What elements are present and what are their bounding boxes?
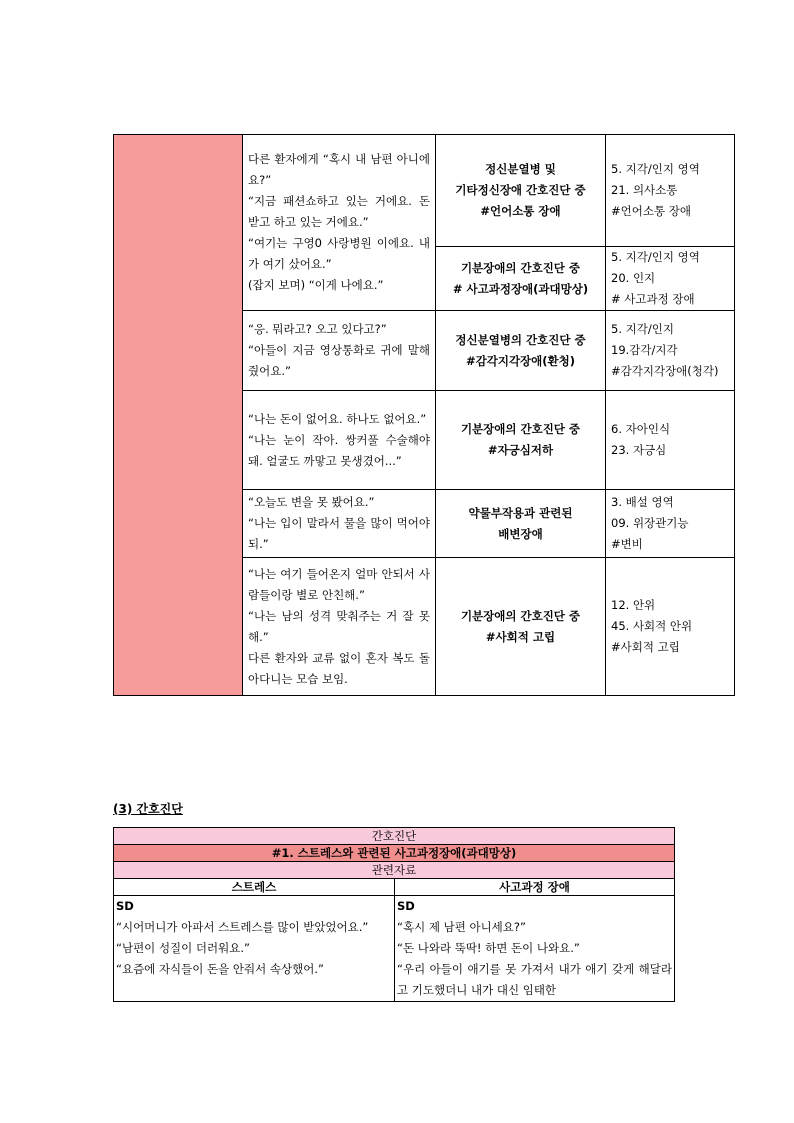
column-header-thought-process: 사고과정 장애 xyxy=(395,879,675,896)
quote-cell: “나는 돈이 없어요. 하나도 없어요.” “나는 눈이 작아. 쌍커풀 수술해야 돼. 얼굴도 까맣고 못생겼어...” xyxy=(243,391,436,490)
table-row xyxy=(114,828,675,845)
diagnosis-cell: 기분장애의 간호진단 중 #자긍심저하 xyxy=(436,391,606,490)
diagnosis-title: #1. 스트레스와 관련된 사고과정장애(과대망상) xyxy=(114,845,675,862)
table-row xyxy=(114,845,675,862)
assessment-table xyxy=(113,134,735,696)
code-cell: 3. 배설 영역 09. 위장관기능 #변비 xyxy=(606,490,735,558)
quote-cell: “오늘도 변을 못 봤어요.” “나는 입이 말라서 물을 많이 먹어야되.” xyxy=(243,490,436,558)
diagnosis-cell: 기분장애의 간호진단 중 #사회적 고립 xyxy=(436,558,606,696)
stress-data-cell: SD “시어머니가 아파서 스트레스를 많이 받았었어요.” “남편이 성질이 더러워요.” “요즘에 자식들이 돈을 안줘서 속상했어.” xyxy=(114,896,395,1002)
diagnosis-cell: 약물부작용과 관련된 배변장애 xyxy=(436,490,606,558)
diagnosis-cell: 정신분열병 및 기타정신장애 간호진단 중 #언어소통 장애 xyxy=(436,135,606,247)
table-row xyxy=(114,862,675,879)
table-row xyxy=(114,879,675,896)
quote-cell: “응. 뭐라고? 오고 있다고?” “아들이 지금 영상통화로 귀에 말해줬어요.” xyxy=(243,311,436,391)
table-row xyxy=(114,135,735,247)
code-cell: 12. 안위 45. 사회적 안위 #사회적 고립 xyxy=(606,558,735,696)
code-cell: 5. 지각/인지 영역 21. 의사소통 #언어소통 장애 xyxy=(606,135,735,247)
code-cell: 5. 지각/인지 19.감각/지각 #감각지각장애(청각) xyxy=(606,311,735,391)
nursing-diagnosis-table xyxy=(113,827,675,1002)
quote-cell: 다른 환자에게 “혹시 내 남편 아니에요?” “지금 패션쇼하고 있는 거에요. 돈 받고 하고 있는 거에요.” “여기는 구영0 사랑병원 이에요. 내가 여기 샀어요.” (잡지 보며) “이게 나에요.” xyxy=(243,135,436,311)
code-cell: 5. 지각/인지 영역 20. 인지 # 사고과정 장애 xyxy=(606,247,735,311)
code-cell: 6. 자아인식 23. 자긍심 xyxy=(606,391,735,490)
table-title: 간호진단 xyxy=(114,828,675,845)
diagnosis-cell: 기분장애의 간호진단 중 # 사고과정장애(과대망상) xyxy=(436,247,606,311)
category-cell xyxy=(114,135,243,696)
diagnosis-cell: 정신분열병의 간호진단 중 #감각지각장애(환청) xyxy=(436,311,606,391)
section-heading: (3) 간호진단 xyxy=(113,802,183,816)
table-row xyxy=(114,896,675,1002)
quote-cell: “나는 여기 들어온지 얼마 안되서 사람들이랑 별로 안친해.” “나는 남의 성격 맞춰주는 거 잘 못해.” 다른 환자와 교류 없이 혼자 복도 돌아다니는 모습 보임. xyxy=(243,558,436,696)
thought-process-data-cell: SD “혹시 제 남편 아니세요?” “돈 나와라 뚝딱! 하면 돈이 나와요.” “우리 아들이 애기를 못 가져서 내가 애기 갖게 해달라고 기도했더니 내가 대신 임태한 xyxy=(395,896,675,1002)
related-data-label: 관련자료 xyxy=(114,862,675,879)
column-header-stress: 스트레스 xyxy=(114,879,395,896)
